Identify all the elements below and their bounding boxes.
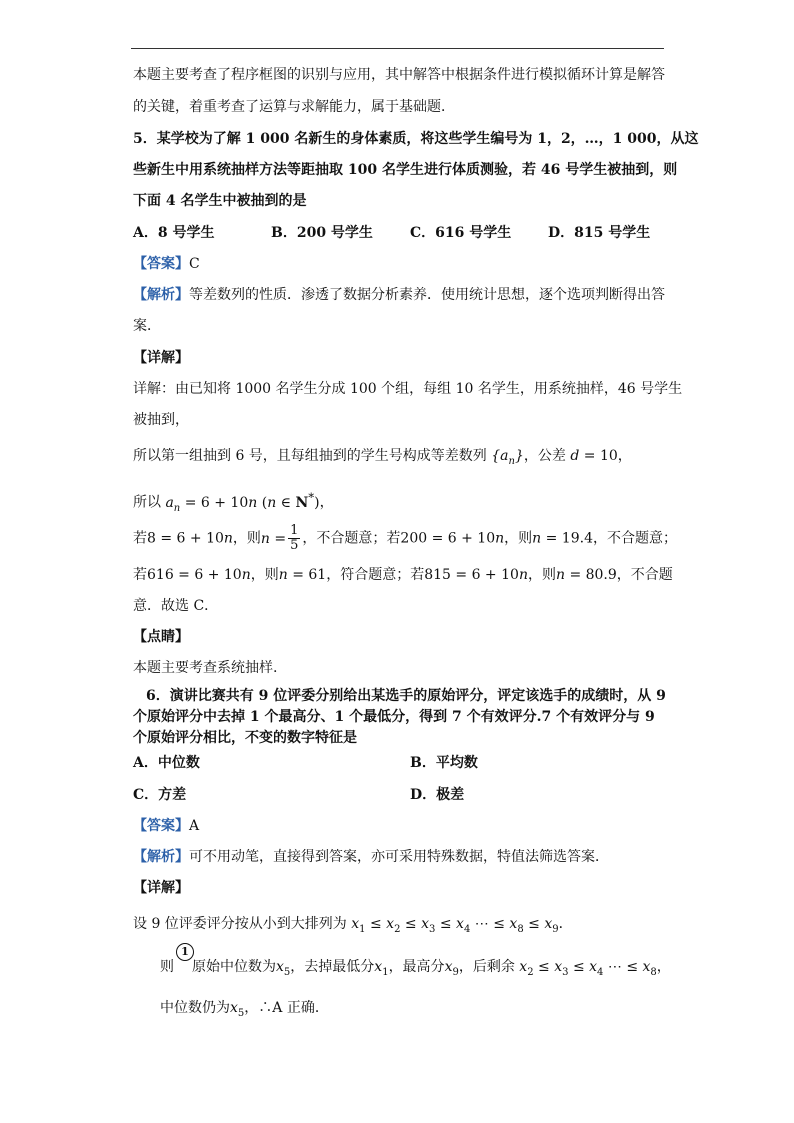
q5-detail-line-5 [133,524,677,553]
text-segment: ，不合题意； [592,530,677,547]
q5-stem-line-3: 下面 4 名学生中被抽到的是 [133,193,307,209]
text-segment: ，公差 [523,448,566,464]
text-segment: ，则 [504,530,533,547]
text-segment: ，符合题意；若 [326,567,425,583]
text-segment: ， [656,959,671,975]
q5-detail-tag: 【详解】 [133,350,189,366]
q5-point-tag: 【点睛】 [133,629,189,645]
q5-answer [133,254,200,274]
q6-option-a: A．中位数 [133,755,200,771]
math-d: d = 10 [565,448,618,464]
q5-option-d: D．815 号学生 [548,225,651,241]
q5-detail-line-1: 详解：由已知将 1000 名学生分成 100 个组，每组 10 名学生，用系统抽样，46 号学生 [133,381,683,397]
math-x5: $x_5$ [276,959,291,978]
math-x9: $x_9$ [444,959,459,978]
math-n-frac: n = $\frac{1}{5}$ [260,523,299,553]
analysis-text: 等差数列的性质．渗透了数据分析素养．使用统计思想，逐个选项判断得出答 [189,287,665,303]
q6-detail-tag: 【详解】 [133,880,189,896]
q5-detail-line-6 [133,565,673,585]
math-eq: 200 = 6 + 10n [400,530,505,547]
q6-answer [133,816,199,836]
intro-line-2: 的关键，着重考查了运算与求解能力，属于基础题． [133,99,455,115]
q5-stem-line-1: 5．某学校为了解 1 000 名新生的身体素质，将这些学生编号为 1，2，…，1 000，从这 [133,131,699,147]
answer-tag: 【答案】 [133,256,189,272]
text-segment: 中位数仍为 [160,1000,230,1016]
text-segment: ， [617,448,632,464]
text-segment: ，∴A 正确． [244,1000,329,1016]
q5-detail-line-7: 意．故选 C． [133,598,219,614]
text-segment: ，后剩余 [458,959,515,975]
q6-option-d: D．极差 [410,787,465,803]
text-segment: 则 [160,959,174,975]
text-segment: 所以 [133,494,161,511]
q6-option-b: B．平均数 [410,755,478,771]
q5-analysis-line-1 [133,285,665,305]
text-segment: 若 [133,530,147,547]
math-order-rest: $x_2 \le x_3 \le x_4$ ⋯ ≤ $x_8$ [514,959,657,978]
math-n: n = 61 [278,567,327,583]
text-segment: ，去掉最低分 [290,959,375,975]
text-segment: ，则 [527,567,556,583]
math-x5: $x_5$ [230,1000,245,1019]
text-segment: ． [558,916,573,932]
math-seq: $\{a_n\}$ [486,448,524,467]
text-segment: 设 9 位评委评分按从小到大排列为 [133,916,347,932]
q5-detail-line-3 [133,446,632,472]
answer-tag: 【答案】 [133,818,189,834]
text-segment: ，不合题意；若 [302,530,401,547]
intro-line-1: 本题主要考查了程序框图的识别与应用，其中解答中根据条件进行模拟循环计算是解答 [133,67,665,83]
q6-detail-line-2 [160,957,671,983]
q5-option-a: A．8 号学生 [133,225,215,241]
math-n: n = 19.4 [532,530,593,547]
text-segment: 若 [133,567,147,583]
q5-point-text: 本题主要考查系统抽样. [133,660,278,676]
q5-analysis-line-2: 案． [133,318,161,334]
text-segment: ，不合题 [616,567,673,583]
math-n: n = 80.9 [555,567,617,583]
q6-stem-line-3: 个原始评分相比，不变的数字特征是 [133,730,357,746]
q6-detail-line-1 [133,914,573,940]
q5-option-c: C．616 号学生 [410,225,512,241]
math-eq: 815 = 6 + 10n [424,567,528,583]
math-order: $x_1 \le x_2 \le x_3 \le x_4$ ⋯ ≤ $x_8 \le x_9$ [346,916,559,935]
math-eq: 616 = 6 + 10n [147,567,251,583]
circled-number-icon: 1 [176,943,194,961]
analysis-tag: 【解析】 [133,287,189,303]
math-formula: $a_n = 6 + 10n$ (n ∈ N*) [161,490,320,514]
text-segment: ， [319,494,334,511]
answer-value: A [189,818,200,834]
q5-detail-line-2: 被抽到， [133,412,189,428]
math-eq: 8 = 6 + 10n [147,530,233,547]
text-segment: ，则 [232,530,261,547]
text-segment: ，则 [250,567,279,583]
header-rule [131,48,664,49]
math-x1: $x_1$ [374,959,389,978]
text-segment: 原始中位数为 [192,959,276,975]
answer-value: C [189,256,200,272]
text-segment: ，最高分 [388,959,445,975]
q5-stem-line-2: 些新生中用系统抽样方法等距抽取 100 名学生进行体质测验，若 46 号学生被抽到，则 [133,162,678,178]
q5-detail-line-4 [133,487,334,518]
q6-stem-line-2: 个原始评分中去掉 1 个最高分、1 个最低分，得到 7 个有效评分.7 个有效评分与 9 [133,709,655,725]
analysis-tag: 【解析】 [133,849,189,865]
q6-option-c: C．方差 [133,787,187,803]
q6-analysis [133,847,609,867]
q6-detail-line-3 [160,998,329,1024]
analysis-text: 可不用动笔，直接得到答案，亦可采用特殊数据，特值法筛选答案． [189,849,609,865]
q5-option-b: B．200 号学生 [271,225,373,241]
q6-stem-line-1: 6．演讲比赛共有 9 位评委分别给出某选手的原始评分，评定该选手的成绩时，从 9 [146,688,666,704]
text-segment: 所以第一组抽到 6 号，且每组抽到的学生号构成等差数列 [133,448,487,464]
